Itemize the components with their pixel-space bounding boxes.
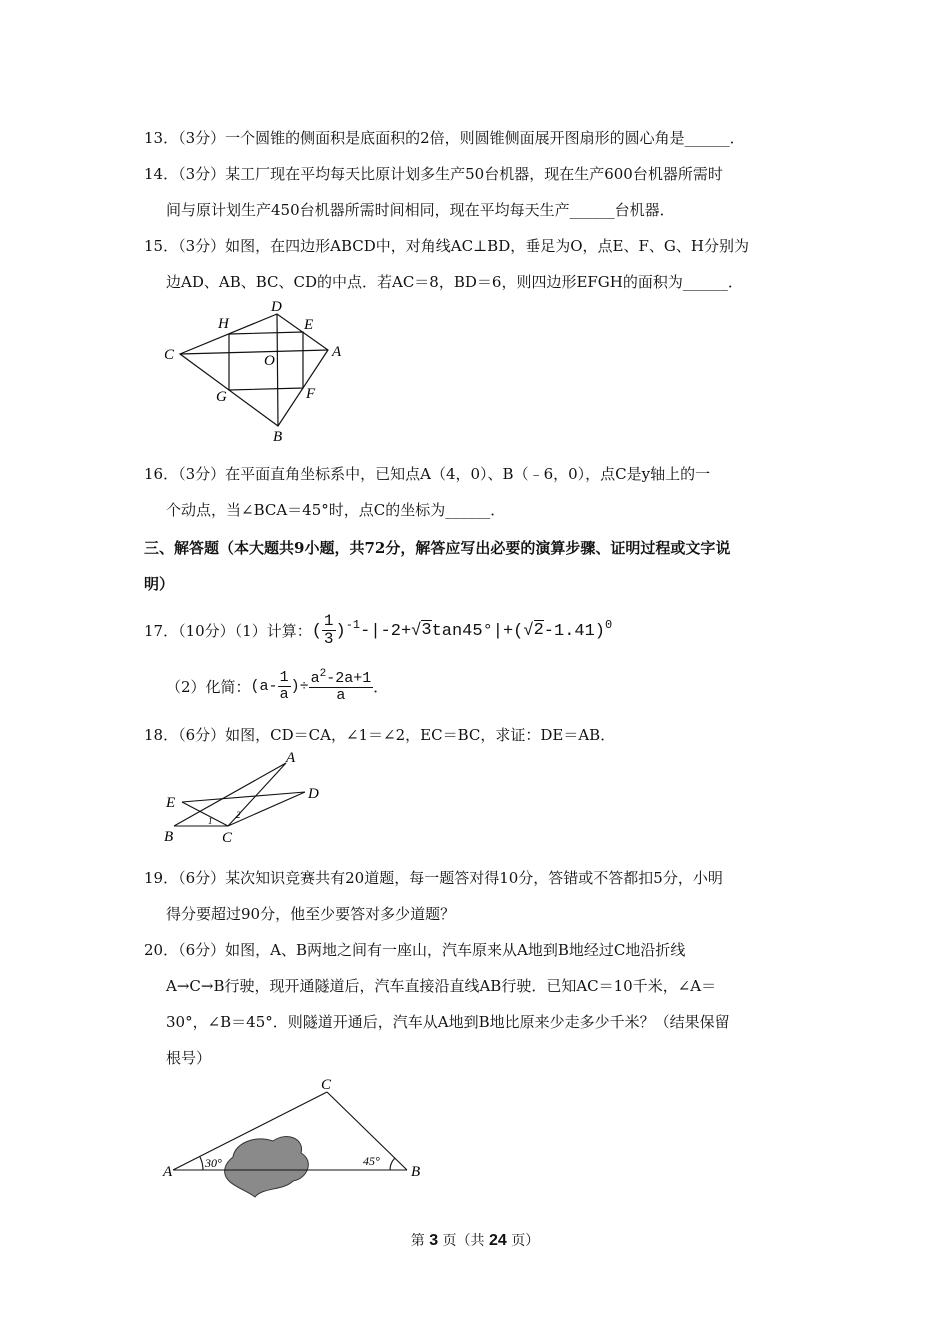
diagonal-bd — [277, 314, 278, 426]
label-e: E — [304, 317, 314, 333]
label-c: C — [321, 1077, 332, 1093]
label-b: B — [164, 829, 174, 845]
question-20-line-2: A→C→B行驶，现开通隧道后，汽车直接沿直线AB行驶．已知AC＝10千米，∠A＝ — [166, 977, 717, 995]
label-h: H — [218, 316, 229, 332]
question-17-part-2 — [166, 666, 388, 706]
label-c: C — [164, 347, 175, 363]
question-19-line-1: 19．（6分）某次知识竞赛共有20道题，每一题答对得10分，答错或不答都扣5分，小明 — [144, 869, 723, 887]
label-e: E — [166, 795, 176, 811]
label-a: A — [163, 1164, 173, 1180]
label-g: G — [216, 389, 227, 405]
total-pages: 24 — [489, 1232, 507, 1249]
diagonal-ac — [180, 350, 328, 354]
mountain-shape — [225, 1137, 309, 1197]
angle-arc-a — [200, 1157, 203, 1170]
question-17-prefix: 17．（10分）（1）计算： — [144, 621, 312, 640]
question-20-line-1: 20．（6分）如图，A、B两地之间有一座山，汽车原来从A地到B地经过C地沿折线 — [144, 941, 686, 959]
expression-2: (a- $\frac{1}{a}$ )÷ $\frac{a^2-2a+1}{a}$ ． — [250, 667, 389, 704]
question-16-line-1: 16．（3分）在平面直角坐标系中，已知点A（4，0）、B（﹣6，0），点C是y轴上的一 — [144, 465, 711, 483]
angle-a-label: 30° — [205, 1156, 222, 1170]
page-number: 3 — [429, 1232, 439, 1249]
angle-label-2: 2 — [236, 810, 241, 820]
label-b: B — [273, 429, 283, 445]
question-19-line-2: 得分要超过90分，他至少要答对多少道题？ — [166, 905, 456, 923]
figure-triangles-q18 — [160, 750, 330, 850]
question-17-part-1 — [144, 612, 612, 648]
figure-quadrilateral-abcd — [160, 298, 350, 448]
section-3-heading-line-1: 三、解答题（本大题共9小题，共72分，解答应写出必要的演算步骤、证明过程或文字说 — [144, 539, 731, 557]
question-13: 13．（3分）一个圆锥的侧面积是底面积的2倍，则圆锥侧面展开图扇形的圆心角是______． — [144, 129, 745, 147]
question-15-line-2: 边AD、AB、BC、CD的中点．若AC＝8，BD＝6，则四边形EFGH的面积为______． — [166, 273, 743, 291]
sqrt-icon: √ — [411, 621, 422, 641]
page-footer: 第 3 页（共 24 页） — [410, 1232, 540, 1249]
question-14-line-1: 14．（3分）某工厂现在平均每天比原计划多生产50台机器，现在生产600台机器所需时 — [144, 165, 723, 183]
label-b: B — [411, 1164, 421, 1180]
figure-mountain-tunnel — [155, 1075, 435, 1210]
angle-label-1: 1 — [208, 816, 213, 826]
label-d: D — [308, 786, 319, 802]
question-14-line-2: 间与原计划生产450台机器所需时间相同，现在平均每天生产______台机器． — [166, 201, 675, 219]
question-18: 18．（6分）如图，CD＝CA，∠1＝∠2，EC＝BC，求证：DE＝AB． — [144, 726, 616, 744]
question-20-line-3: 30°，∠B＝45°．则隧道开通后，汽车从A地到B地比原来少走多少千米？（结果保留 — [166, 1013, 730, 1031]
angle-b-label: 45° — [363, 1154, 380, 1168]
label-a: A — [286, 750, 296, 766]
expression-1: ( $\frac{1}{3}$ )$^{-1}-|-2+√3\tan 45^\circ|+(√2-1.41)^0$ — [311, 611, 613, 648]
question-15-line-1: 15．（3分）如图，在四边形ABCD中，对角线AC⊥BD，垂足为O，点E、F、G、H分别为 — [144, 237, 749, 255]
label-o: O — [264, 353, 275, 369]
question-20-line-4: 根号） — [166, 1049, 212, 1067]
section-3-heading-line-2: 明） — [144, 575, 175, 593]
angle-arc-b — [390, 1158, 395, 1170]
label-d: D — [271, 299, 282, 315]
label-a: A — [332, 344, 342, 360]
label-c: C — [222, 830, 233, 846]
question-17-part-2-prefix: （2）化简： — [166, 677, 251, 696]
label-f: F — [306, 386, 316, 402]
question-16-line-2: 个动点，当∠BCA＝45°时，点C的坐标为______． — [166, 501, 506, 519]
